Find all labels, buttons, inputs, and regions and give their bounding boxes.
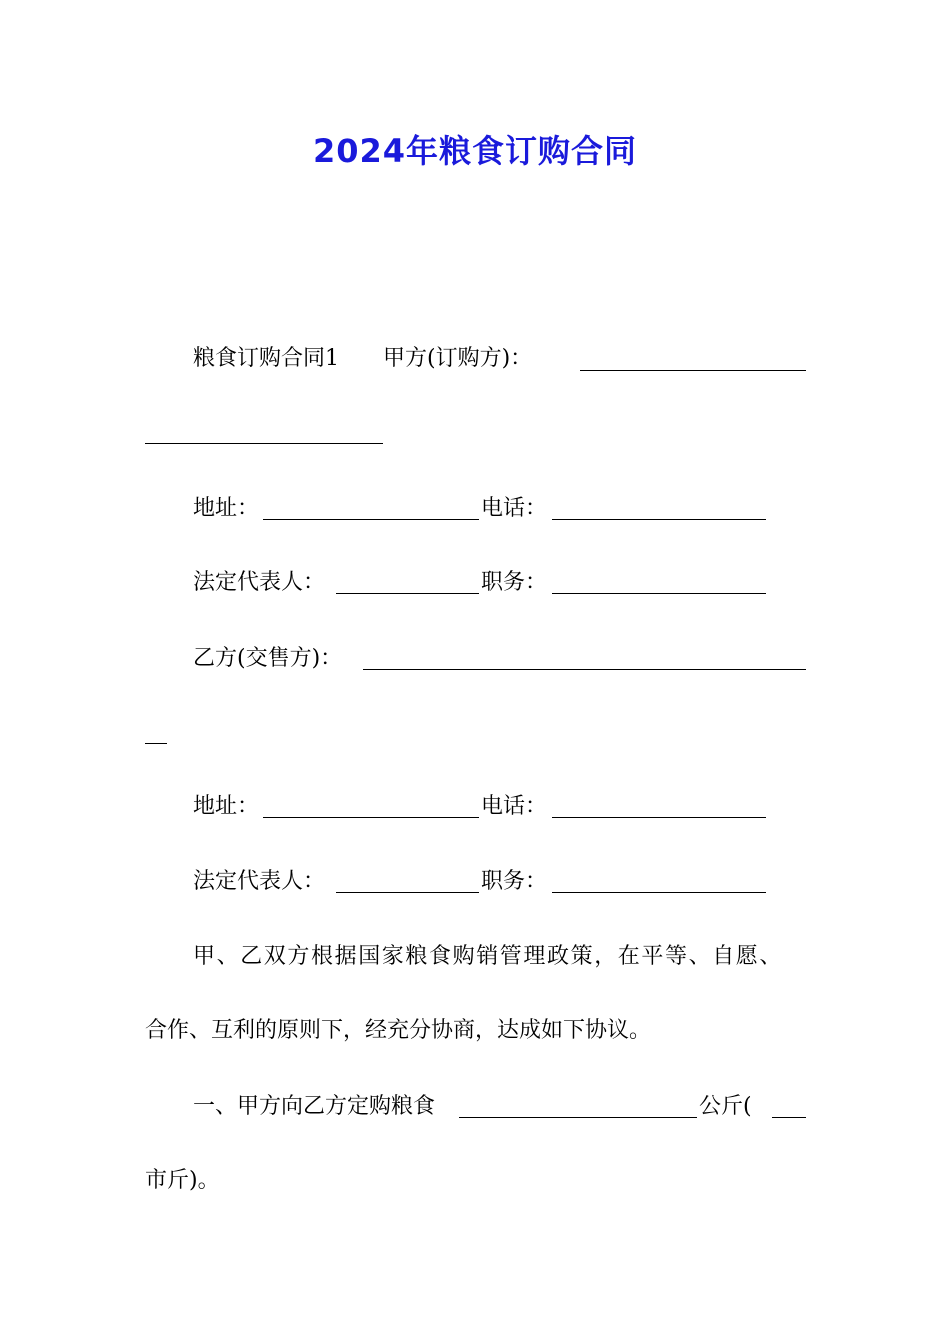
party-a-phone-label-wrap [481,494,561,524]
intro-line-1: 甲、乙双方根据国家粮食购销管理政策，在平等、自愿、 [193,944,784,969]
clause-1-prefix: 一、甲方向乙方定购粮食 [193,1094,436,1119]
party-b-rep-blank[interactable] [336,892,479,893]
party-a-name-blank-continued[interactable] [145,443,383,444]
party-a-rep-label: 法定代表人： [193,570,326,595]
party-b-position-blank[interactable] [552,892,766,893]
party-b-phone-label-wrap [481,792,561,822]
party-a-position-label: 职务： [481,570,548,595]
party-b-position-label: 职务： [481,869,548,894]
intro-line-2: 合作、互利的原则下，经充分协商，达成如下协议。 [145,1018,652,1043]
party-a-phone-blank[interactable] [552,519,766,520]
document-title: 2024年粮食订购合同 [312,132,638,170]
party-a-address-blank[interactable] [263,519,479,520]
party-a-name-blank[interactable] [580,370,806,371]
party-b-address-label: 地址： [193,794,260,819]
party-b-phone-blank[interactable] [552,817,766,818]
party-b-name-blank-continued[interactable] [145,743,167,744]
party-b-rep-label: 法定代表人： [193,869,326,894]
party-b-phone-label: 电话： [481,794,548,819]
party-a-rep-blank[interactable] [336,593,479,594]
clause-1-jin-blank[interactable] [772,1117,806,1118]
party-a-phone-label: 电话： [481,496,548,521]
clause-1-unit: 公斤( [699,1094,752,1119]
party-b-name-blank[interactable] [363,669,806,670]
clause-1-quantity-blank[interactable] [459,1117,697,1118]
party-b-address-blank[interactable] [263,817,479,818]
party-a-position-label-wrap [481,568,561,598]
party-b-position-label-wrap [481,867,561,897]
party-a-label: 甲方(订购方)： [383,346,533,371]
clause-1-unit-wrap [699,1092,779,1122]
clause-1-line-2: 市斤)。 [145,1168,220,1193]
party-a-position-blank[interactable] [552,593,766,594]
contract-heading: 粮食订购合同1 [193,346,339,371]
party-b-label: 乙方(交售方)： [193,646,343,671]
party-a-address-label: 地址： [193,496,260,521]
